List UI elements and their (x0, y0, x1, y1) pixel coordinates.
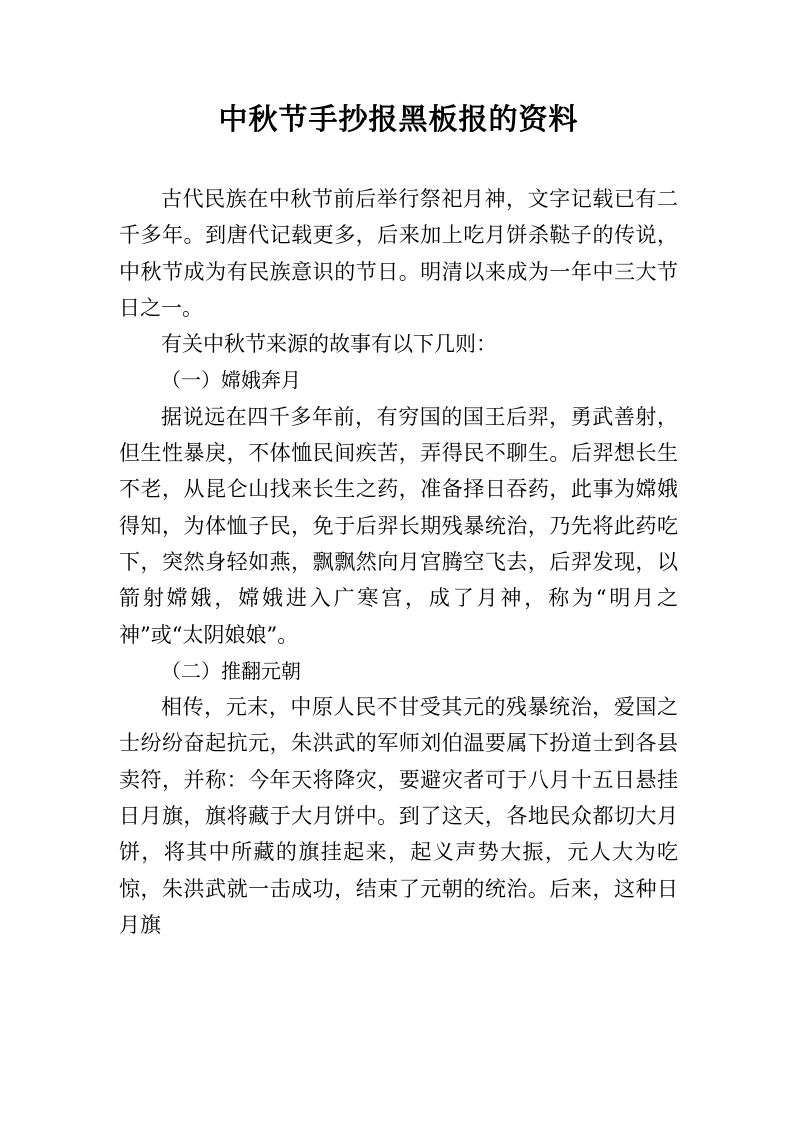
paragraph-change-e-story: 据说远在四千多年前，有穷国的国王后羿，勇武善射，但生性暴戾，不体恤民间疾苦，弄得民不聊生。后羿想长生不老，从昆仑山找来长生之药，准备择日吞药，此事为嫦娥得知，为体恤子民，免于后羿长期残暴统治，乃先将此药吃下，突然身轻如燕，飘飘然向月宫腾空飞去，后羿发现，以箭射嫦娥，嫦娥进入广寒宫，成了月神，称为“明月之神”或“太阴娘娘”。 (119, 404, 678, 647)
paragraph-origin-stories: 有关中秋节来源的故事有以下几则： (161, 332, 497, 357)
section-heading-yuan-dynasty: （二）推翻元朝 (161, 658, 301, 683)
paragraph-intro: 古代民族在中秋节前后举行祭祀月神，文字记载已有二千多年。到唐代记载更多，后来加上吃月饼杀鞑子的传说，中秋节成为有民族意识的节日。明清以来成为一年中三大节日之一。 (119, 187, 678, 320)
document-title: 中秋节手抄报黑板报的资料 (218, 102, 579, 136)
section-heading-change-e: （一）嫦娥奔月 (161, 368, 301, 393)
document-body (119, 181, 678, 943)
paragraph-yuan-dynasty-story: 相传，元末，中原人民不甘受其元的残暴统治，爱国之士纷纷奋起抗元，朱洪武的军师刘伯温要属下扮道士到各县卖符，并称：今年天将降灾，要避灾者可于八月十五日悬挂日月旗，旗将藏于大月饼中。到了这天，各地民众都切大月饼，将其中所藏的旗挂起来，起义声势大振，元人大为吃惊，朱洪武就一击成功，结束了元朝的统治。后来，这种日月旗 (119, 695, 678, 937)
